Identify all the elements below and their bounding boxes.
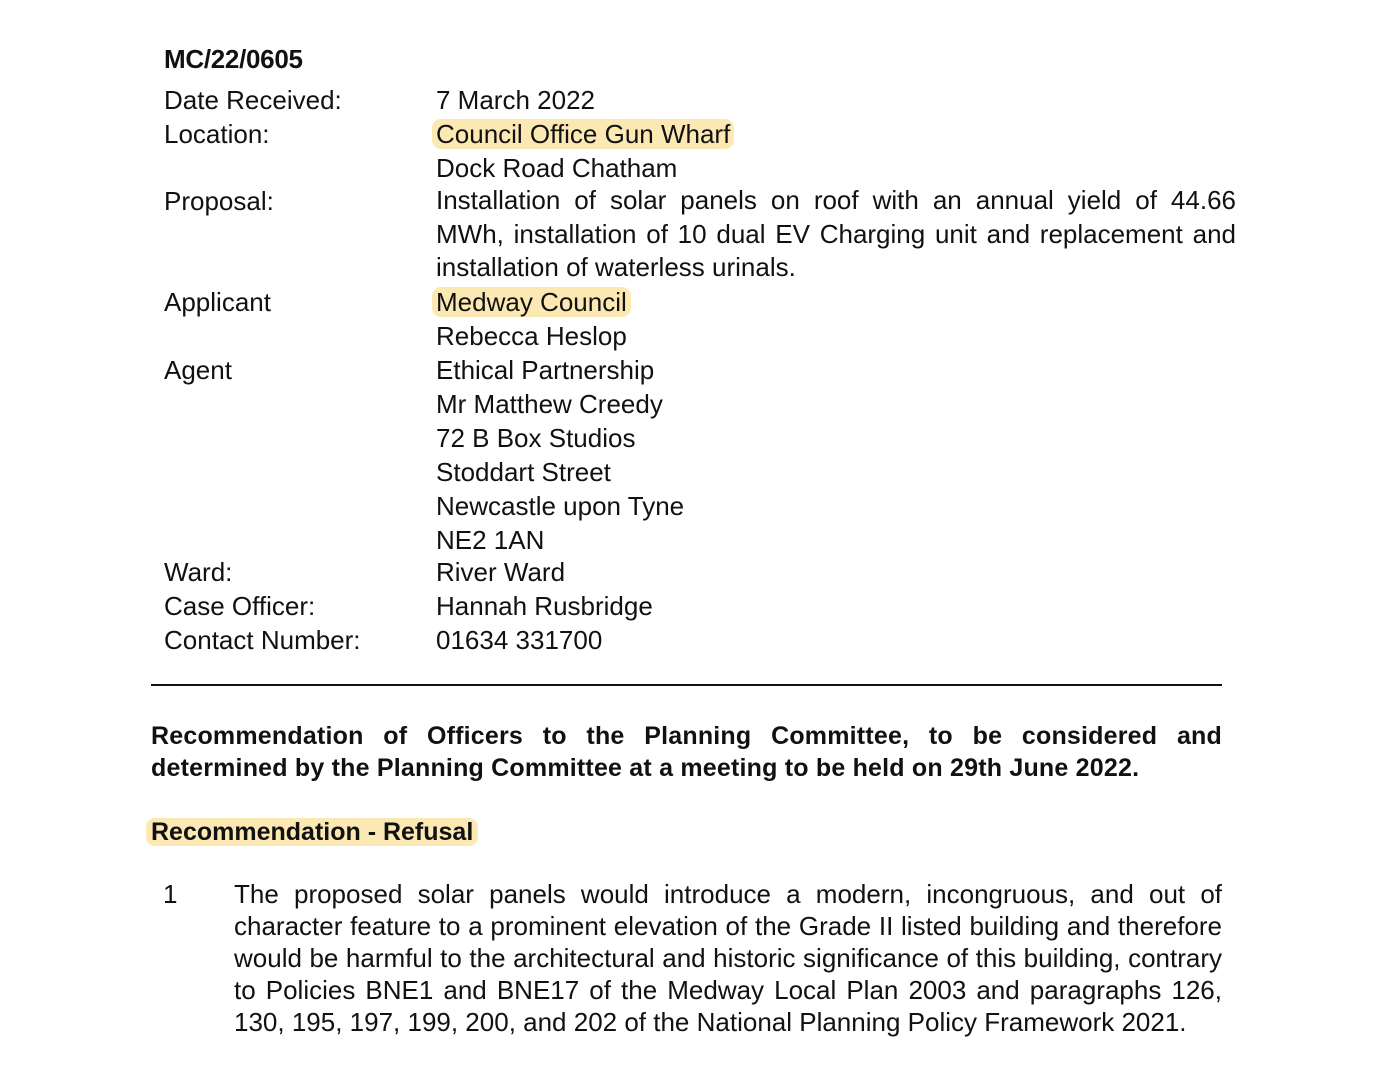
field-label: Date Received:: [164, 85, 342, 115]
field-label: Agent: [164, 355, 232, 385]
recommendation-outcome: [151, 816, 478, 848]
agent-line: Ethical Partnership: [436, 355, 655, 385]
horizontal-divider: [151, 684, 1222, 686]
agent-line: Stoddart Street: [436, 457, 611, 487]
highlighted-applicant-line: Medway Council: [432, 287, 631, 317]
field-value: [436, 117, 734, 185]
highlighted-location-line: Council Office Gun Wharf: [432, 119, 734, 149]
field-label: Proposal:: [164, 186, 274, 216]
agent-line: Newcastle upon Tyne: [436, 491, 685, 521]
agent-line: 72 B Box Studios: [436, 423, 636, 453]
field-label: Applicant: [164, 287, 271, 317]
field-label: Location:: [164, 119, 270, 149]
applicant-line: Rebecca Heslop: [436, 321, 627, 351]
location-line: Dock Road Chatham: [436, 153, 678, 183]
highlighted-recommendation: Recommendation - Refusal: [146, 818, 478, 846]
field-value: 7 March 2022: [436, 85, 595, 115]
field-value: 01634 331700: [436, 625, 603, 655]
field-value: River Ward: [436, 557, 566, 587]
field-label: Contact Number:: [164, 625, 361, 655]
application-reference: MC/22/0605: [164, 44, 303, 74]
field-value: [436, 285, 631, 353]
field-label: Case Officer:: [164, 591, 316, 621]
agent-line: NE2 1AN: [436, 525, 545, 555]
field-value: Hannah Rusbridge: [436, 591, 653, 621]
agent-line: Mr Matthew Creedy: [436, 389, 663, 419]
proposal-text: Installation of solar panels on roof with an annual yield of 44.66 MWh, installation of 10 dual EV Charging unit and replacement and installation of waterless urinals.: [436, 185, 1236, 282]
reason-text: The proposed solar panels would introduce a modern, incongruous, and out of character feature to a prominent elevation of the Grade II listed building and therefore would be harmful to the architectural and historic significance of this building, contrary to Policies BNE1 and BNE17 of the Medway Local Plan 2003 and paragraphs 126, 130, 195, 197, 199, 200, and 202 of the National Planning Policy Framework 2021.: [234, 879, 1222, 1037]
recommendation-heading: Recommendation of Officers to the Planning Committee, to be considered and determined by the Planning Committee at a meeting to be held on 29th June 2022.: [151, 722, 1222, 782]
reason-number: 1: [163, 879, 178, 909]
field-value: [436, 353, 684, 557]
field-label: Ward:: [164, 557, 233, 587]
